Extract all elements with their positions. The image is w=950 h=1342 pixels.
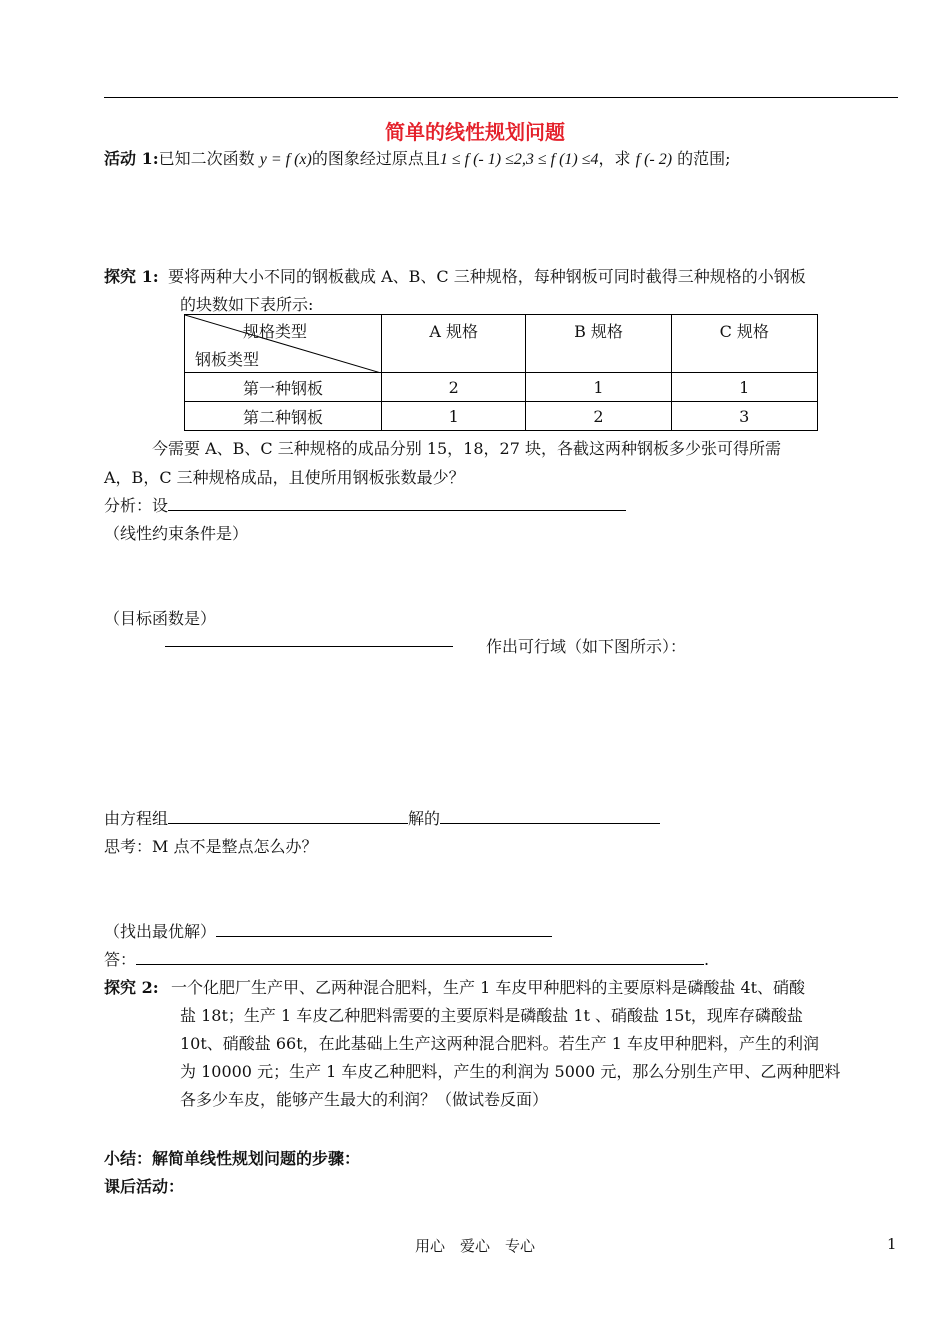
corner-top-label: 规格类型 — [243, 322, 308, 341]
page-footer: 用心 爱心 专心 — [414, 1237, 535, 1255]
activity-1 — [104, 146, 731, 169]
explore-2-label: 探究 2: — [104, 978, 159, 997]
table-row-name: 第二种钢板 — [185, 402, 382, 431]
table-cell: 3 — [671, 402, 817, 431]
equation-blank[interactable] — [168, 809, 408, 824]
table-cell: 1 — [526, 373, 671, 402]
table-header-a: A 规格 — [382, 315, 526, 373]
table-row-name: 第一种钢板 — [185, 373, 382, 402]
explore-2-line5: 各多少车皮，能够产生最大的利润？（做试卷反面） — [180, 1090, 549, 1109]
page-title: 简单的线性规划问题 — [385, 120, 565, 144]
objective-blank-row — [165, 632, 453, 651]
explore-2-line4: 为 10000 元；生产 1 车皮乙种肥料，产生的利润为 5000 元，那么分别生产甲、乙两种肥料 — [180, 1062, 841, 1081]
explore-1-line2: 的块数如下表所示: — [180, 295, 314, 314]
optimal-blank[interactable] — [216, 922, 552, 937]
summary-heading: 小结：解简单线性规划问题的步骤： — [104, 1149, 361, 1168]
table-row — [185, 402, 818, 431]
optimal-label: （找出最优解） — [104, 922, 217, 941]
analysis-blank[interactable] — [168, 496, 626, 511]
page-number: 1 — [887, 1235, 897, 1253]
explore-2-line3: 10t、硝酸盐 66t，在此基础上生产这两种混合肥料。若生产 1 车皮甲种肥料，产生的利润 — [180, 1034, 820, 1053]
table-cell: 1 — [382, 402, 526, 431]
activity-1-text-mid: 的图象经过原点且 — [311, 149, 440, 168]
analysis-line — [104, 493, 626, 516]
activity-1-label: 活动 1: — [104, 149, 159, 168]
explore-1-line1: 要将两种大小不同的钢板截成 A、B、C 三种规格，每种钢板可同时截得三种规格的小钢板 — [168, 267, 806, 286]
solution-label: 解的 — [408, 809, 441, 828]
equation-label: 由方程组 — [104, 809, 169, 828]
explore-2-line2: 盐 18t；生产 1 车皮乙种肥料需要的主要原料是磷酸盐 1t 、硝酸盐 15t，现库存磷酸盐 — [180, 1006, 803, 1025]
question-line2: A，B，C 三种规格成品，且使所用钢板张数最少？ — [104, 468, 465, 487]
answer-line — [104, 947, 709, 970]
activity-1-target: f (- 2) — [635, 151, 673, 168]
table-cell: 2 — [526, 402, 671, 431]
activity-1-text-post: 的范围; — [677, 149, 731, 168]
answer-label: 答： — [104, 950, 137, 969]
table-corner-cell — [185, 315, 382, 373]
table-cell: 1 — [671, 373, 817, 402]
equation-line — [104, 806, 660, 829]
steel-plate-table — [184, 314, 818, 431]
explore-2-line1: 一个化肥厂生产甲、乙两种混合肥料，生产 1 车皮甲种肥料的主要原料是磷酸盐 4t、硝酸 — [171, 978, 806, 997]
explore-1-label: 探究 1: — [104, 267, 159, 286]
activity-1-text-mid2: ，求 — [598, 149, 631, 168]
activity-1-condition: 1 ≤ f (- 1) ≤2,3 ≤ f (1) ≤4 — [439, 151, 599, 168]
feasible-region-text: 作出可行域（如下图所示）： — [486, 637, 687, 656]
table-cell: 2 — [382, 373, 526, 402]
answer-end: . — [704, 950, 710, 969]
homework-heading: 课后活动： — [104, 1177, 185, 1196]
solution-blank[interactable] — [440, 809, 660, 824]
table-row — [185, 373, 818, 402]
objective-blank[interactable] — [165, 632, 453, 647]
activity-1-func: y = f (x) — [259, 151, 312, 168]
optimal-line — [104, 919, 552, 942]
objective-label: （目标函数是） — [104, 609, 217, 628]
table-header-row — [185, 315, 818, 373]
analysis-label: 分析：设 — [104, 496, 169, 515]
header-rule — [104, 97, 898, 98]
answer-blank[interactable] — [136, 950, 704, 965]
constraints-label: （线性约束条件是） — [104, 524, 249, 543]
table-header-c: C 规格 — [671, 315, 817, 373]
question-line1: 今需要 A、B、C 三种规格的成品分别 15，18，27 块，各截这两种钢板多少张可得所需 — [152, 439, 781, 458]
table-header-b: B 规格 — [526, 315, 671, 373]
think-question: 思考：M 点不是整点怎么办？ — [104, 837, 318, 856]
corner-bottom-label: 钢板类型 — [195, 350, 260, 369]
activity-1-text-pre: 已知二次函数 — [158, 149, 255, 168]
